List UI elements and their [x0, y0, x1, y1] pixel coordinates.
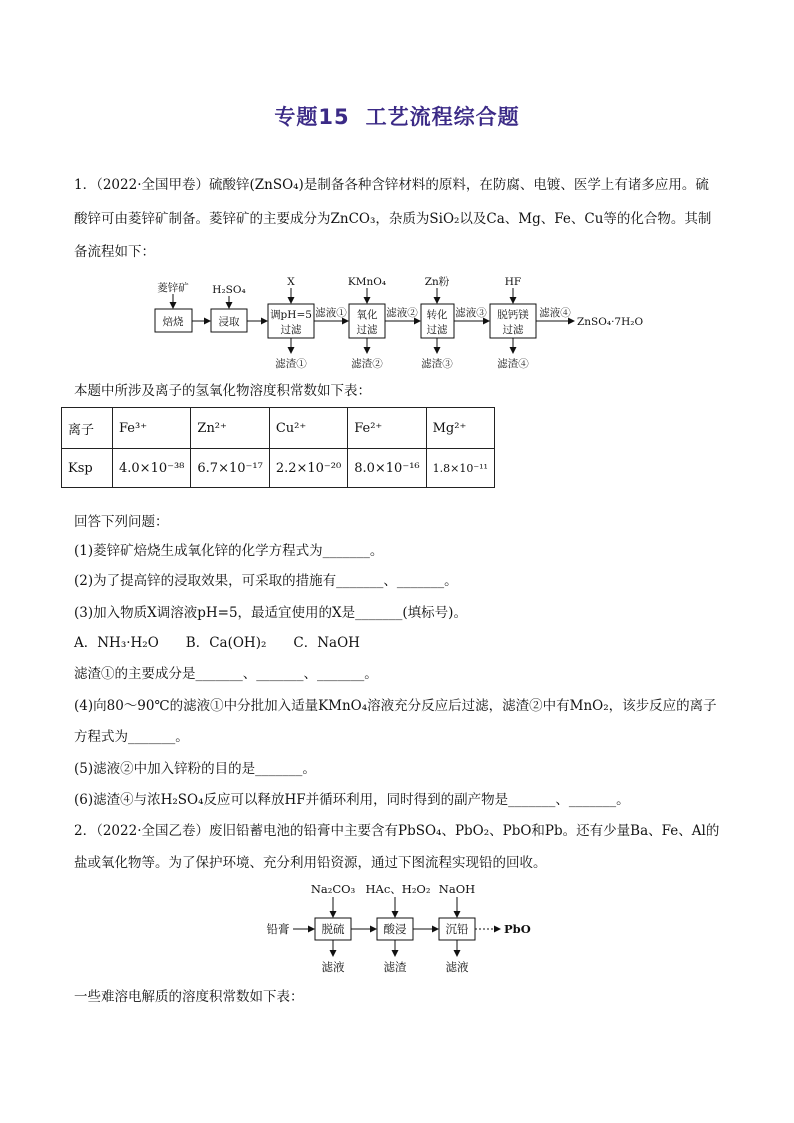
answer-prompt: 回答下列问题： [74, 514, 169, 530]
table-cell: 离子 [62, 408, 113, 449]
table-cell: Fe²⁺ [348, 408, 426, 449]
table-cell: Fe³⁺ [113, 408, 191, 449]
q1-part-1: (1)菱锌矿焙烧生成氧化锌的化学方程式为_______。 [74, 543, 384, 559]
leach-label: 浸取 [218, 316, 240, 328]
roast-label: 焙烧 [162, 316, 184, 328]
precipitate-label: 沉铅 [445, 922, 469, 936]
ksp-table [61, 407, 495, 488]
residue-4-label: 滤渣④ [497, 358, 529, 370]
table-cell: 6.7×10⁻¹⁷ [191, 449, 269, 488]
q1-intro-line-3: 备流程如下： [74, 244, 155, 260]
table-cell: Mg²⁺ [426, 408, 494, 449]
topic-title: 工艺流程综合题 [365, 105, 520, 129]
ore-label: 菱锌矿 [157, 282, 189, 294]
residue-b-label: 滤渣 [383, 960, 407, 974]
kmno4-label: KMnO₄ [347, 276, 387, 288]
q1-table-intro: 本题中所涉及离子的氢氧化物溶度积常数如下表： [74, 383, 371, 399]
residue-1-label: 滤渣① [275, 358, 307, 370]
desulfur-label: 脱硫 [321, 922, 345, 936]
q1-flow-diagram [0, 0, 794, 380]
filtrate-1-label: 滤液① [315, 307, 347, 319]
table-cell: Cu²⁺ [269, 408, 347, 449]
naoh-label: NaOH [438, 882, 476, 896]
table-cell: Zn²⁺ [191, 408, 269, 449]
residue-3-label: 滤渣③ [421, 358, 453, 370]
filtrate-c-label: 滤液 [445, 960, 469, 974]
table-cell: Ksp [62, 449, 113, 488]
residue-2-label: 滤渣② [351, 358, 383, 370]
oxidize-label-2: 过滤 [356, 324, 378, 336]
na2co3-label: Na₂CO₃ [310, 882, 356, 896]
q1-part-3: (3)加入物质X调溶液pH=5，最适宜使用的X是_______(填标号)。 [74, 605, 467, 621]
q2-table-intro: 一些难溶电解质的溶度积常数如下表： [74, 989, 304, 1005]
q2-intro-line-2: 盐或氧化物等。为了保护环境、充分利用铅资源，通过下图流程实现铅的回收。 [74, 855, 547, 871]
filtrate-2-label: 滤液② [386, 307, 418, 319]
topic-number: 专题15 [274, 105, 350, 129]
table-cell: 1.8×10⁻¹¹ [426, 449, 494, 488]
adjust-label-1: 调pH=5 [270, 309, 312, 321]
q1-part-4-line-1: (4)向80～90℃的滤液①中分批加入适量KMnO₄溶液充分反应后过滤，滤渣②中有MnO₂，该步反应的离子 [74, 698, 717, 714]
q1-part-6: (6)滤渣④与浓H₂SO₄反应可以释放HF并循环利用，同时得到的副产物是_______、_______。 [74, 792, 630, 808]
adjust-label-2: 过滤 [280, 324, 302, 336]
filtrate-3-label: 滤液③ [455, 307, 487, 319]
convert-label-2: 过滤 [426, 324, 448, 336]
q1-part-3-residue: 滤渣①的主要成分是_______、_______、_______。 [74, 666, 378, 682]
q1-part-2: (2)为了提高锌的浸取效果，可采取的措施有_______、_______。 [74, 573, 458, 589]
zn-powder-label: Zn粉 [424, 276, 450, 288]
x-label: X [287, 276, 295, 288]
q1-part-3-options: A．NH₃·H₂O B．Ca(OH)₂ C．NaOH [74, 635, 360, 651]
decal-label-1: 脱钙镁 [497, 309, 529, 321]
pbo-label: PbO [504, 922, 531, 936]
q1-intro-line-1: 1．（2022·全国甲卷）硫酸锌(ZnSO₄)是制备各种含锌材料的原料，在防腐、电镀、医学上有诸多应用。硫 [74, 177, 709, 193]
table-row [62, 408, 495, 449]
table-row [62, 449, 495, 488]
h2so4-label: H₂SO₄ [212, 284, 246, 296]
product-label: ZnSO₄·7H₂O [577, 316, 644, 328]
q2-intro-line-1: 2．（2022·全国乙卷）废旧铅蓄电池的铅膏中主要含有PbSO₄、PbO₂、PbO和Pb。还有少量Ba、Fe、Al的 [74, 823, 720, 839]
decal-label-2: 过滤 [502, 324, 524, 336]
lead-paste-label: 铅膏 [266, 922, 290, 936]
convert-label-1: 转化 [426, 309, 448, 321]
q2-flow-diagram [0, 870, 794, 980]
filtrate-4-label: 滤液④ [539, 307, 571, 319]
q1-intro-line-2: 酸锌可由菱锌矿制备。菱锌矿的主要成分为ZnCO₃，杂质为SiO₂以及Ca、Mg、Fe、Cu等的化合物。其制 [74, 211, 712, 227]
acid-leach-label: 酸浸 [383, 922, 407, 936]
table-cell: 4.0×10⁻³⁸ [113, 449, 191, 488]
table-cell: 8.0×10⁻¹⁶ [348, 449, 426, 488]
hac-h2o2-label: HAc、H₂O₂ [365, 882, 431, 896]
filtrate-a-label: 滤液 [321, 960, 345, 974]
q1-part-4-line-2: 方程式为_______。 [74, 729, 189, 745]
q1-part-5: (5)滤液②中加入锌粉的目的是_______。 [74, 761, 316, 777]
oxidize-label-1: 氧化 [356, 309, 378, 321]
table-cell: 2.2×10⁻²⁰ [269, 449, 347, 488]
hf-label: HF [504, 276, 522, 288]
